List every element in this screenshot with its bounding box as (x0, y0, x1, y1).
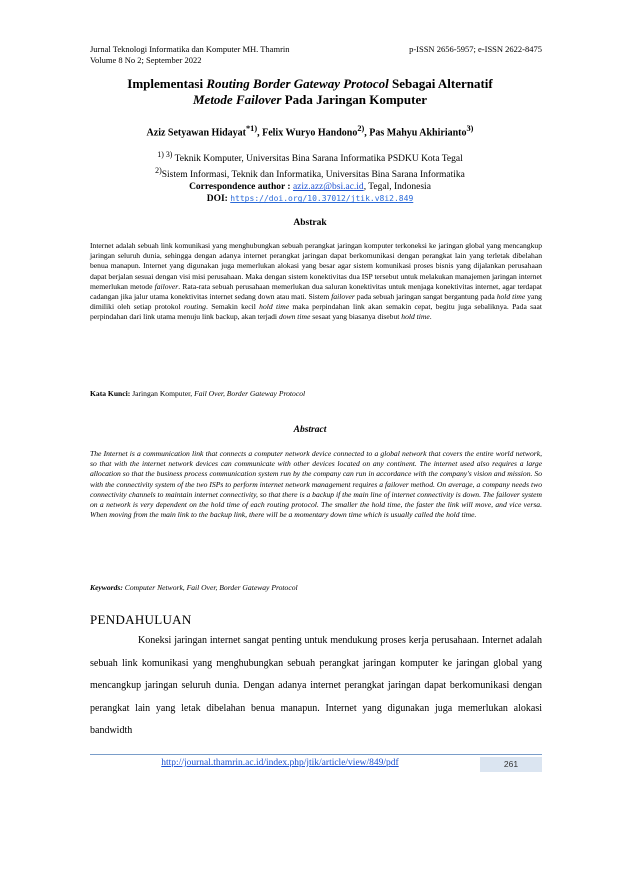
affiliation-1: $^{1) 3)}$ Teknik Komputer, Universitas Bina Sarana Informatika PSDKU Kota Tegal (157, 150, 463, 165)
doi-line: DOI: https://doi.org/10.37012/jtik.v8i2.849 (206, 194, 414, 205)
running-header-left (90, 44, 290, 66)
correspondence-email-link[interactable]: aziz.azz@bsi.ac.id (292, 182, 364, 193)
doi-link[interactable]: https://doi.org/10.37012/jtik.v8i2.849 (230, 194, 414, 204)
correspondence: Correspondence author : aziz.azz@bsi.ac.id, Tegal, Indonesia (189, 182, 431, 193)
affiliation-2: $^{2)}$Sistem Informasi, Teknik dan Informatika, Universitas Bina Sarana Informatika (155, 166, 465, 181)
abstract-text: The Internet is a communication link that connects a computer network device connected to a global network that covers the entire world network, so that with the internet network devices can communicate with other devices located on any continent. The internet used also requires a large allocation so that the business process communication system run by the company can run in accordance with the company's vision and mission. So with the connectivity system of the two ISPs to perform internet network management requires a failover method. On average, a company needs two connectivity channels to maintain internet connectivity, so that there is a backup if the main line of internet connectivity is down. The failover system on a network is very dependent on the hold time of each routing protocol. The smaller the hold time, the faster the link will move, and vice versa. When moving from the main link to the backup link, there will be a momentary down time which is usually called the hold time. (90, 449, 542, 520)
page-number: 261 (480, 757, 542, 772)
section-heading-pendahuluan: PENDAHULUAN (90, 612, 192, 627)
paper-title: Implementasi Routing Border Gateway Protocol Sebagai Alternatif Metode Failover Pada Jaringan Komputer (127, 76, 493, 107)
abstrak-heading: Abstrak (293, 218, 327, 228)
footer-article-link[interactable]: http://journal.thamrin.ac.id/index.php/jtik/article/view/849/pdf (161, 758, 399, 768)
intro-body (90, 630, 542, 743)
affiliations (70, 149, 550, 205)
abstract-heading: Abstract (293, 425, 327, 435)
author-3: Pas Mahyu Akhirianto (369, 127, 467, 139)
intro-paragraph: Koneksi jaringan internet sangat penting untuk mendukung proses kerja perusahaan. Internet adalah sebuah link komunikasi yang menghubungkan sebuah perangkat jaringan komputer ke jaringan global yang mencangkup jaringan seluruh dunia. Dengan adanya internet perangkat jaringan dapat berkomunikasi dengan perangkat lain yang letak dibelahan benua manapun. Internet yang digunakan juga memerlukan alokasi bandwidth (90, 635, 542, 737)
footer-divider (90, 754, 542, 755)
author-1: Aziz Setyawan Hidayat (146, 127, 246, 139)
journal-volume: Volume 8 No 2; September 2022 (90, 55, 202, 65)
keywords: Keywords: Computer Network, Fail Over, Border Gateway Protocol (90, 583, 298, 592)
kata-kunci: Kata Kunci: Jaringan Komputer, Fail Over, Border Gateway Protocol (90, 389, 306, 398)
author-list: Aziz Setyawan Hidayat$^{*1)}$, Felix Wuryo Handono$^{2)}$, Pas Mahyu Akhirianto$^{3)}$ (146, 124, 474, 139)
journal-issn: p-ISSN 2656-5957; e-ISSN 2622-8475 (409, 44, 542, 54)
author-2: Felix Wuryo Handono (262, 127, 358, 139)
footer-url-wrap (90, 758, 470, 768)
journal-name: Jurnal Teknologi Informatika dan Komputer MH. Thamrin (90, 44, 290, 54)
abstrak-text: Internet adalah sebuah link komunikasi yang menghubungkan sebuah perangkat jaringan komputer terkoneksi ke jaringan global yang mencangkup jaringan seluruh dunia, sehingga dengan adanya internet perangkat jaringan dapat berkomunikasi dengan perangkat lain yang terletak dibelahan benua manapun. Internet yang digunakan juga memerlukan alokasi yang besar agar sistem komunikasi proses bisnis yang dijalankan perusahaan dapat berjalan sesuai dengan visi misi perusahaan. Maka dengan sistem konektivitas dua ISP tersebut untuk melakukan manajemen jaringan internet memerlukan metode failover. Rata-rata sebuah perusahaan memerlukan dua saluran konektivitas untuk menjaga konektivitas internet, agar terdapat cadangan jika jalur utama konektivitas internet sedang down atau mati. Sistem failover pada sebuah jaringan sangat bergantung pada hold time yang dimiliki oleh setiap protokol routing. Semakin kecil hold time maka perpindahan link akan semakin cepat, begitu juga sebaliknya. Pada saat perpindahan dari link utama menuju link backup, akan terjadi down time sesaat yang biasanya disebut hold time. (90, 241, 542, 322)
